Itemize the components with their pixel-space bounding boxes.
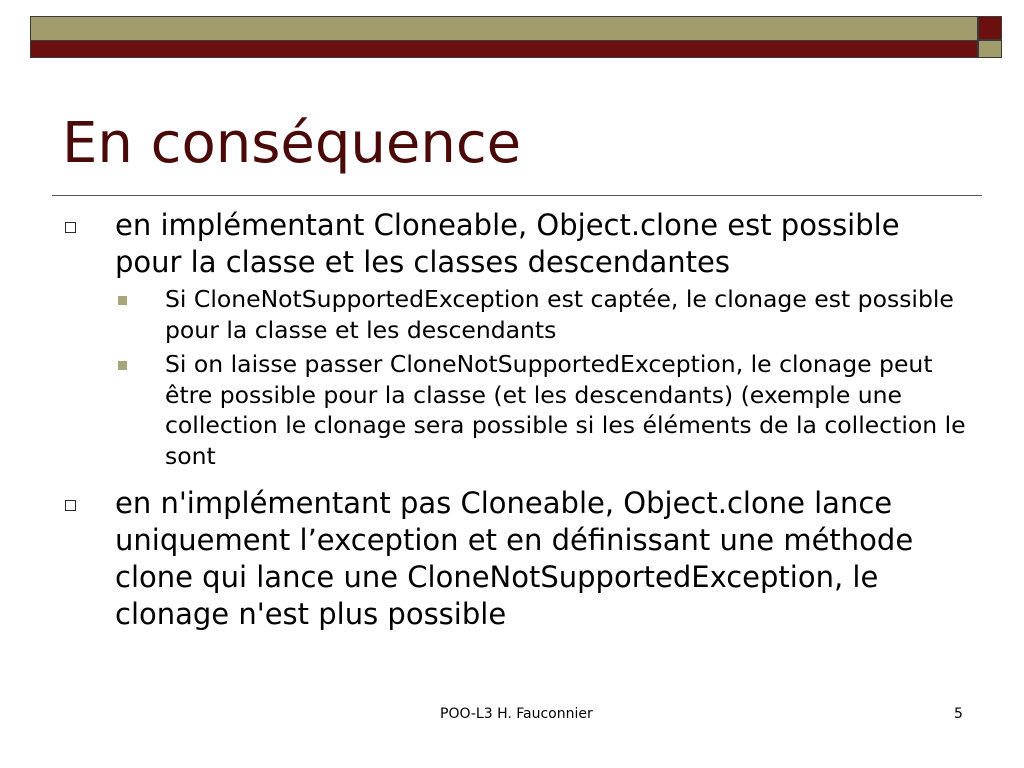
title-divider bbox=[52, 195, 982, 196]
bullet-item bbox=[115, 485, 975, 633]
filled-square-icon bbox=[118, 361, 127, 370]
spacer bbox=[0, 475, 1024, 485]
header-maroon-stripe bbox=[31, 41, 977, 57]
bullet-item bbox=[115, 207, 975, 281]
slide-number: 5 bbox=[954, 706, 963, 722]
sub-bullet-list bbox=[165, 284, 975, 471]
header-olive-stripe bbox=[31, 17, 977, 41]
hollow-square-icon bbox=[65, 500, 76, 511]
footer-text: POO-L3 H. Fauconnier bbox=[440, 706, 593, 722]
filled-square-icon bbox=[118, 296, 127, 305]
sub-bullet-item bbox=[165, 284, 975, 345]
bullet-text: en implémentant Cloneable, Object.clone est possible pour la classe et les classes descendantes bbox=[115, 208, 900, 279]
header-decor-bar bbox=[30, 16, 978, 58]
sub-bullet-text: Si on laisse passer CloneNotSupportedException, le clonage peut être possible pour la classe (et les descendants) (exemple une collection le clonage sera possible si les éléments de la collection le sont bbox=[165, 350, 966, 470]
sub-bullet-item bbox=[165, 349, 975, 471]
slide-title: En conséquence bbox=[62, 111, 522, 176]
bullet-text: en n'implémentant pas Cloneable, Object.clone lance uniquement l’exception et en définissant une méthode clone qui lance une CloneNotSupportedException, le clonage n'est plus possible bbox=[115, 486, 914, 631]
header-corner-olive-block bbox=[978, 40, 1002, 58]
sub-bullet-text: Si CloneNotSupportedException est captée, le clonage est possible pour la classe et les descendants bbox=[165, 285, 954, 344]
slide-body bbox=[0, 207, 1024, 633]
hollow-square-icon bbox=[65, 222, 76, 233]
header-corner-maroon-block bbox=[978, 16, 1002, 40]
